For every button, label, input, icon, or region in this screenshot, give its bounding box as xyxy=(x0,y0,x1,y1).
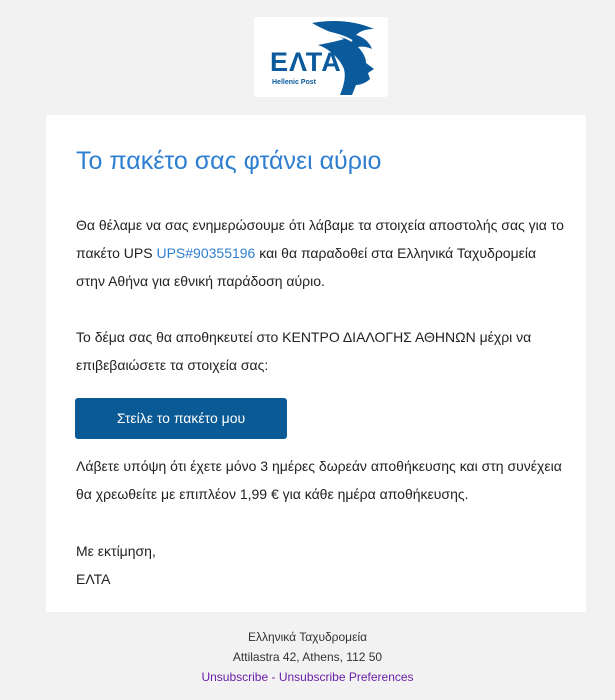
footer-link-separator: - xyxy=(268,670,279,684)
send-package-button[interactable]: Στείλε το πακέτο μου xyxy=(75,398,287,439)
storage-fee-paragraph: Λάβετε υπόψη ότι έχετε μόνο 3 ημέρες δωρεάν αποθήκευσης και στη συνέχεια θα χρεωθείτε με επιπλέον 1,99 € για κάθε ημέρα αποθήκευσης. xyxy=(76,458,562,502)
footer-links xyxy=(0,667,615,687)
storage-info-paragraph: Το δέμα σας θα αποθηκευτεί στο ΚΕΝΤΡΟ ΔΙΑΛΟΓΗΣ ΑΘΗΝΩΝ μέχρι να επιβεβαιώσετε τα στοιχεία σας: xyxy=(76,329,532,373)
footer-company: Ελληνικά Ταχυδρομεία xyxy=(247,630,368,644)
sign-off xyxy=(76,537,566,593)
shipment-info-paragraph xyxy=(76,211,566,295)
signature-text: ΕΛΤΑ xyxy=(76,571,111,587)
paragraph1-text-before: Θα θέλαμε να σας ενημερώσουμε ότι λάβαμε τα στοιχεία αποστολής σας για το πακέτο UPS xyxy=(76,217,564,261)
email-title: Το πακέτο σας φτάνει αύριο xyxy=(76,147,382,175)
unsubscribe-link[interactable]: Unsubscribe xyxy=(201,670,269,684)
paragraph1-text-after: και θα παραδοθεί στα Ελληνικά Ταχυδρομεία στην Αθήνα για εθνική παράδοση αύριο. xyxy=(76,245,537,289)
email-footer xyxy=(0,627,615,687)
tracking-number-link[interactable]: UPS#90355196 xyxy=(156,245,256,261)
closing-text: Με εκτίμηση, xyxy=(76,543,156,559)
elta-logo xyxy=(254,17,388,97)
email-card xyxy=(46,115,586,612)
unsubscribe-preferences-link[interactable]: Unsubscribe Preferences xyxy=(278,670,414,684)
footer-address: Attilastra 42, Athens, 112 50 xyxy=(232,650,383,664)
logo-wordmark: ΕΛΤΑ xyxy=(270,47,342,77)
logo-subtitle: Hellenic Post xyxy=(272,79,316,86)
